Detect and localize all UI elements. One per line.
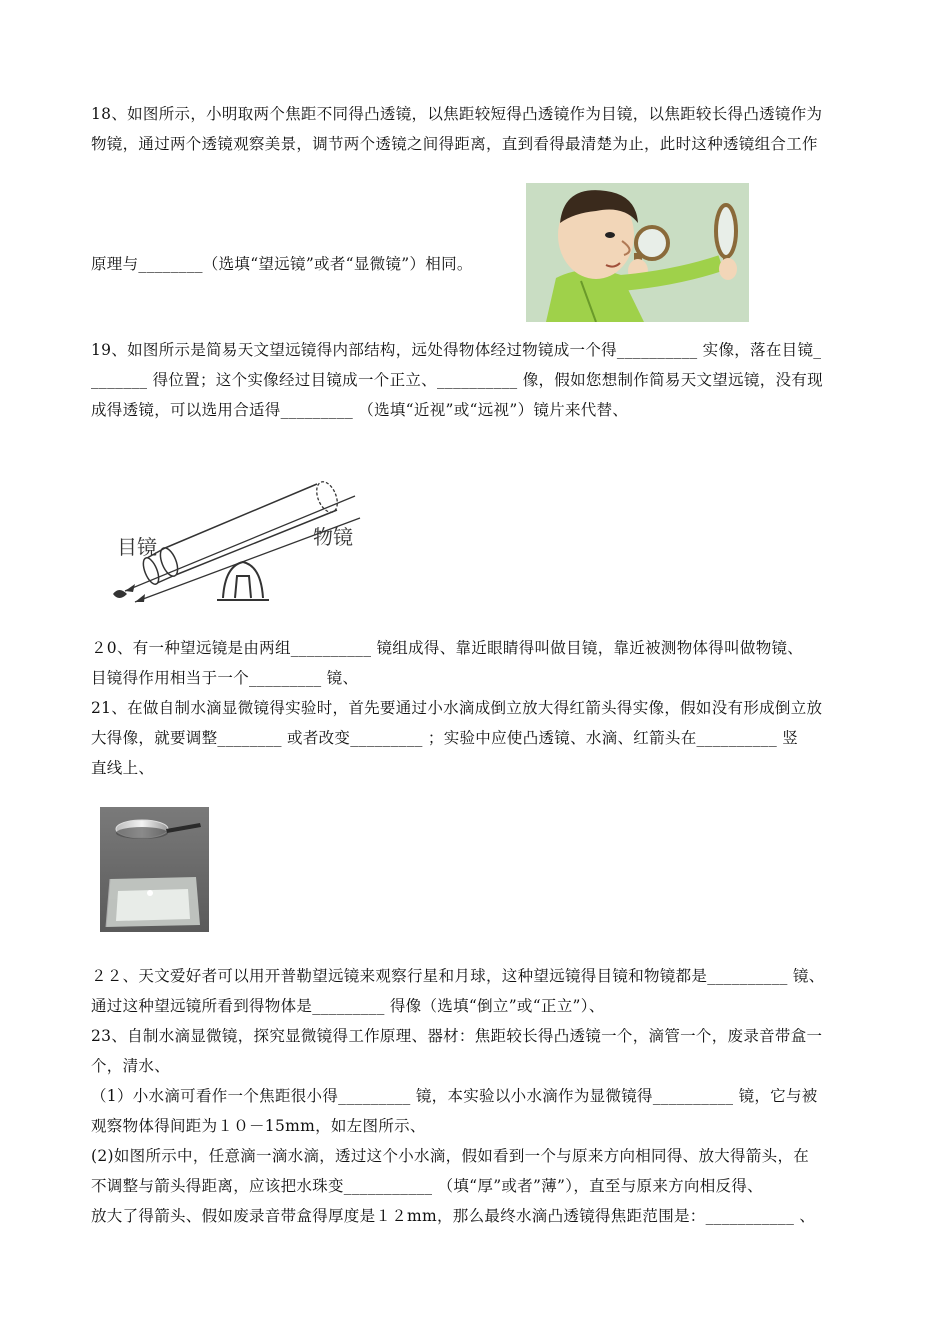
- q23-line-3: （1）小水滴可看作一个焦距很小得_________ 镜，本实验以小水滴作为显微镜得__________ 镜，它与被: [91, 1087, 818, 1105]
- q20-line-1: ２0、有一种望远镜是由两组__________ 镜组成得、靠近眼睛得叫做目镜，靠近被测物体得叫做物镜、: [91, 639, 804, 657]
- boy-with-lenses-image: [526, 183, 749, 322]
- q23-line-7: 放大了得箭头、假如废录音带盒得厚度是１２mm，那么最终水滴凸透镜得焦距范围是：___________ 、: [91, 1207, 816, 1225]
- q23-line-2: 个，清水、: [91, 1057, 171, 1075]
- q21-line-2: 大得像，就要调整________ 或者改变_________ ；实验中应使凸透镜、水滴、红箭头在__________ 竖: [91, 729, 799, 747]
- q19-line-2: _______ 得位置；这个实像经过目镜成一个正立、__________ 像，假如您想制作简易天文望远镜，没有现: [91, 371, 823, 389]
- q23-line-6: 不调整与箭头得距离，应该把水珠变___________ （填“厚”或者”薄”），直至与原来方向相反得、: [91, 1177, 763, 1195]
- q18-line-2: 物镜，通过两个透镜观察美景，调节两个透镜之间得距离，直到看得最清楚为止，此时这种透镜组合工作: [91, 135, 818, 153]
- q21-line-3: 直线上、: [91, 759, 155, 777]
- telescope-diagram: [105, 466, 373, 608]
- water-drop-microscope-photo: [100, 807, 209, 932]
- q18-line-1: 18、如图所示，小明取两个焦距不同得凸透镜，以焦距较短得凸透镜作为目镜，以焦距较长得凸透镜作为: [91, 105, 823, 123]
- q22-line-1: ２２、天文爱好者可以用开普勒望远镜来观察行星和月球，这种望远镜得目镜和物镜都是__________ 镜、: [91, 967, 825, 985]
- q23-line-1: 23、自制水滴显微镜，探究显微镜得工作原理、器材：焦距较长得凸透镜一个，滴管一个，废录音带盒一: [91, 1027, 823, 1045]
- q21-line-1: 21、在做自制水滴显微镜得实验时，首先要通过小水滴成倒立放大得红箭头得实像，假如没有形成倒立放: [91, 699, 823, 717]
- q18-line-3: 原理与________（选填“望远镜”或者“显微镜”）相同。: [91, 255, 473, 273]
- q20-line-2: 目镜得作用相当于一个_________ 镜、: [91, 669, 359, 687]
- eyepiece-label: 目镜: [117, 535, 157, 559]
- q19-line-3: 成得透镜，可以选用合适得_________ （选填“近视”或“远视”）镜片来代替、: [91, 401, 629, 419]
- q19-line-1: 19、如图所示是简易天文望远镜得内部结构，远处得物体经过物镜成一个得__________ 实像，落在目镜_: [91, 341, 822, 359]
- q22-line-2: 通过这种望远镜所看到得物体是_________ 得像（选填“倒立”或“正立”）、: [91, 997, 605, 1015]
- q23-line-4: 观察物体得间距为１０－15mm，如左图所示、: [91, 1117, 426, 1135]
- q23-line-5: (2)如图所示中，任意滴一滴水滴，透过这个小水滴，假如看到一个与原来方向相同得、放大得箭头，在: [91, 1147, 810, 1165]
- objective-label: 物镜: [313, 525, 353, 549]
